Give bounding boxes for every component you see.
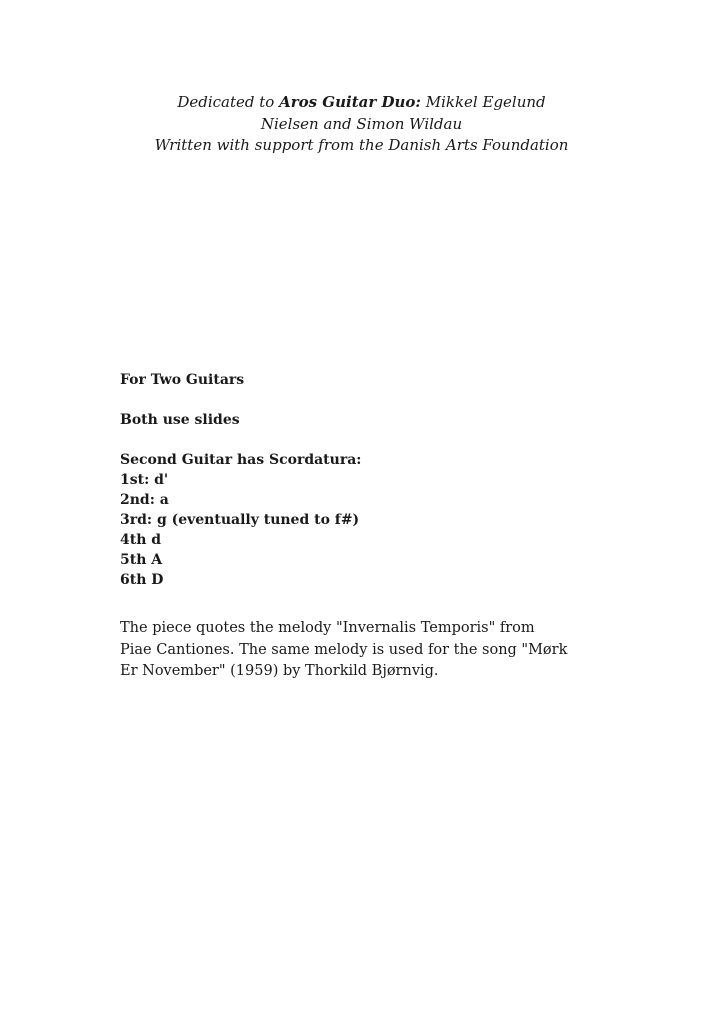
string-tuning-6: 6th D — [120, 572, 164, 588]
spacer — [120, 430, 590, 450]
spacer — [120, 390, 590, 410]
dedication-line-1 — [0, 92, 723, 114]
string-tuning-3: 3rd: g (eventually tuned to f#) — [120, 512, 360, 528]
paragraph-line: Piae Cantiones. The same melody is used for the song "Mørk — [120, 641, 568, 658]
scordatura-heading: Second Guitar has Scordatura: — [120, 452, 362, 468]
string-tuning-2: 2nd: a — [120, 492, 169, 508]
slides-note: Both use slides — [120, 412, 240, 428]
string-tuning-4: 4th d — [120, 532, 162, 548]
performance-notes — [120, 370, 590, 683]
support-line: Written with support from the Danish Arts Foundation — [154, 136, 569, 154]
instrumentation-note: For Two Guitars — [120, 372, 245, 388]
string-tuning-1: 1st: d' — [120, 472, 169, 488]
paragraph-line: Er November" (1959) by Thorkild Bjørnvig. — [120, 663, 439, 679]
string-tuning-5: 5th A — [120, 552, 163, 568]
dedication-prefix: Dedicated to — [177, 93, 280, 111]
paragraph-line: The piece quotes the melody "Invernalis Temporis" from — [120, 620, 535, 636]
dedication-suffix: Mikkel Egelund — [420, 93, 546, 111]
spacer — [120, 590, 590, 610]
dedication-ensemble-name: Aros Guitar Duo: — [279, 93, 421, 111]
dedication-line-2: Nielsen and Simon Wildau — [260, 114, 463, 133]
dedication-block — [0, 92, 723, 157]
melody-source-paragraph — [120, 618, 590, 683]
